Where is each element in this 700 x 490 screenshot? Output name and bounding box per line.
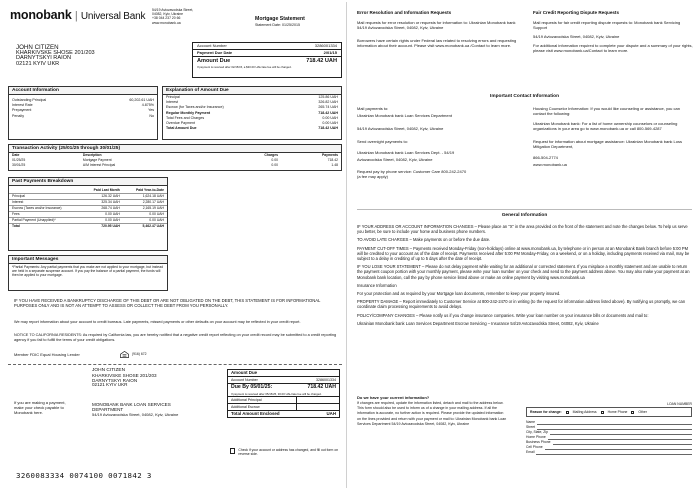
loan-number-label: LOAN NUMBER (667, 402, 692, 406)
bank-phone: +38 044 237 20 66 (152, 16, 181, 21)
current-info-text: If changes are required, update the information listed, detach and mail to the address below. This form should also be used to inform us of a change in your mailing address. If all the information is accurate, no further action is required. Please provide the updated information on the lines provided and return with your payment or mail to: Ukrainian Monobank bank Loan Services Department 54/19 Avtozavodska Street, 04082, Kyiv, Ukraine (357, 401, 507, 426)
additional-principal-row[interactable]: Additional Principal (228, 397, 339, 404)
transaction-activity-box (8, 144, 342, 171)
explanation-row: Escrow (for Taxes and/or Insurance) 265.74 UAH (166, 105, 338, 110)
column-header: Charges (264, 153, 278, 157)
coupon-tear-line (8, 364, 342, 365)
info-row: Outstanding Principal 60,202.61 UAH (12, 98, 154, 102)
borrower-rights-text: Borrowers have certain rights under Federal law related to resolving errors and requesting information about their account. Please visit www.monobank.ua /Contact to learn more. (357, 38, 517, 49)
section-heading: Past Payments Breakdown (9, 178, 167, 186)
remit-address: 54/19 Avtozavodska Street, 04082, Kyiv, Ukraine (92, 412, 179, 418)
past-payments-box (8, 177, 168, 251)
column-header: Paid Year-to-Date (135, 188, 164, 192)
explanation-rows (163, 95, 341, 131)
current-info-title: Do we have your current information? (357, 395, 430, 400)
table-row: 01/25/25 Mortgage Payment 0.00 718.42 (12, 158, 338, 162)
table-row: 30/01/25 A/M Interest Principal 0.00 1.48 (12, 163, 338, 167)
account-information-box (8, 86, 158, 140)
coupon-amount-box (227, 369, 340, 418)
address-change-checkbox[interactable] (230, 448, 235, 454)
table-row: Fees 0.00 UAH 0.00 UAH (9, 212, 167, 218)
statement-front-page (2, 2, 347, 488)
explanation-row: Interest 326.82 UAH (166, 100, 338, 105)
explanation-row: Principal 125.86 UAH (166, 95, 338, 99)
transaction-table (9, 153, 341, 168)
contact-info-heading: Important Contact Information (489, 94, 560, 99)
fair-credit-address: 54/19 Avtozavodska Street, 04082, Kyiv, Ukraine (533, 34, 620, 40)
form-field-row[interactable]: Name (526, 420, 692, 425)
explanation-row: Total Fees and Charges 0.00 UAH (166, 115, 338, 120)
fair-credit-section (533, 10, 693, 53)
bankruptcy-notice: IF YOU HAVE RECEIVED A BANKRUPTCY DISCHARGE OF THIS DEBT OR ARE NOT OBLIGATED ON THE DEBT, THIS STATEMENT IS FOR INFORMATIONAL PURPOSES ONLY AND IS NOT AN ATTEMPT TO ASSESS OR COLLECT THE DEBT FROM YOU PERSONALLY. (14, 298, 321, 309)
account-summary-box (192, 42, 342, 78)
statement-title: Mortgage Statement (255, 16, 305, 22)
micr-line: 3260083334 0074100 0071842 3 (16, 471, 152, 480)
california-notice: NOTICE TO CALIFORNIA RESIDENTS: As required by California law, you are hereby notified that a negative credit report reflecting on your credit record may be submitted to a credit reporting agency if you fail to fulfill the terms of your credit obligations. (14, 333, 337, 342)
explanation-amount-due-box (162, 86, 342, 140)
additional-escrow-row[interactable]: Additional Escrow (228, 404, 339, 411)
reason-row: Reason for change: Mailing Address Home Phone Other (530, 410, 647, 414)
bank-website: www.monobank.ua (152, 20, 181, 25)
section-heading: Fair Credit Reporting Dispute Requests (533, 10, 620, 15)
table-row: Partial Payment (Unapplied)* 0.00 UAH 0.00 UAH (9, 218, 167, 224)
coupon-account-row: Account Number 3286001334 (228, 377, 339, 384)
statement-back-page (351, 2, 698, 488)
fair-credit-text: Mail requests for fair credit reporting dispute requests to: Monobank bank Servicing Support (533, 20, 681, 31)
form-field-row[interactable]: Business Phone (526, 440, 692, 445)
customer-address-block (16, 45, 95, 67)
info-row: Prepayment Yes (12, 108, 154, 113)
form-field-row[interactable]: Cell Phone (526, 445, 692, 450)
logo-separator: | (74, 10, 78, 22)
fdic-code: (916) 672 (132, 352, 147, 357)
fair-credit-more-info: For additional information required to complete your dispute and a summary of your rights, please visit www.monobank.ua/Contact to learn more. (533, 43, 693, 54)
remit-name: MONOBANK BANK LOAN SERVICES (92, 402, 171, 407)
info-row: Interest Rate 4.875% (12, 103, 154, 108)
contact-left-column: Mail payments to: Ukrainian Monobank bank Loan Services Department 54/19 Avtozavodska Street, 04082, Kyiv, Ukraine Send overnight payments to: Ukrainian Monobank bank Loan Services Dept. - 54/19 Avtozavodska Street, 04082, Kyiv, Ukraine Request pay by phone service: Customer Care 800-242-2470 (a fee may apply) (357, 106, 467, 179)
account-number-row: Account Number 3286001334 (193, 43, 341, 50)
logo-main-text: monobank (10, 8, 72, 22)
payment-instruction: If you are making a payment, make your check payable to Monobank here. (14, 400, 66, 415)
member-fdic-text: Member FDIC Equal Housing Lender (14, 352, 80, 357)
table-row: Total 720.95 UAH 5,462.47 UAH (9, 224, 167, 230)
form-field-row[interactable]: Home Phone (526, 435, 692, 440)
remit-dept: DEPARTMENT (92, 407, 124, 413)
credit-bureau-notice: We may report information about your account to credit bureaus. Late payments, missed payments or other defaults on your account may be reflected in your credit report. (14, 320, 301, 324)
customer-address-line: 02121 KYIV UKR (16, 60, 60, 67)
column-header: Date (12, 153, 20, 157)
statement-date: Statement Date: 01/25/2015 (255, 23, 300, 27)
late-fee-note: If payment is received after 02/15/15, a $30.00 UAH late fee will be charged. (197, 65, 292, 69)
form-field-row[interactable]: Email (526, 450, 692, 455)
column-header: Payments (321, 153, 338, 157)
equal-housing-icon (120, 351, 129, 358)
section-heading: Error Resolution and Information Requests (357, 10, 452, 15)
general-info-heading: General Information (501, 213, 548, 218)
customer-address-line: DARNYTSKYI RAION (16, 55, 72, 62)
contact-right-column: Housing Counselor Information: If you would like counseling or assistance, you can contact the following: Ukrainian Monobank bank: For a list of home ownership counselors or counseling organizations in your area go to www.monobank.ua or call 800-569-4287 Request for information about mortgage assistance: Ukrainian Monobank bank Loss Mitigation Department, 866-504-2774 www.monobank.ua (533, 106, 682, 167)
column-header: Description (82, 153, 102, 157)
coupon-due-row: Due By 05/01/25: 718.42 UAH (231, 384, 336, 390)
past-payments-table (9, 188, 167, 229)
table-row: Principal 126.32 UAH 1,624.18 UAH (9, 194, 167, 200)
remit-address-block (92, 402, 222, 418)
column-header: Paid Last Month (93, 188, 120, 192)
explanation-row: Total Amount Due 718.42 UAH (166, 126, 338, 131)
section-heading: Transaction Activity (25/01/25 through 30/01/25) (9, 145, 341, 153)
payment-due-date-row: Payment Due Date 2/01/15 (193, 50, 341, 57)
error-resolution-section (357, 10, 517, 48)
coupon-customer-address: JOHN CITIZEN KHARKIVSKE SHOSE 201/203 DARNYTSKYI RAION 02121 KYIV UKR (92, 368, 157, 388)
explanation-row: Overdue Payment 0.00 UAH (166, 121, 338, 126)
customer-name: JOHN CITIZEN (16, 44, 59, 51)
coupon-box-title: Amount Due (228, 370, 339, 377)
section-heading: Explanation of Amount Due (163, 87, 341, 95)
customer-address-line: KHARKIVSKE SHOSE 201/203 (16, 49, 95, 56)
bank-address-line: 04082, Kyiv, Ukraine (152, 12, 184, 17)
partial-payments-message: *Partial Payments: Any partial payments that you make are not applied to your mortgage, but instead are held in a separate suspense account. If you pay the balance of a partial payment, the funds will then be applied to your mortgage. (12, 265, 163, 278)
monobank-logo (10, 8, 145, 22)
bank-address (152, 8, 242, 25)
logo-sub-text: Universal Bank (80, 11, 146, 22)
bank-address-line: 54/19 Avtozavodska Street, (152, 8, 194, 12)
divider (357, 209, 692, 210)
address-change-check (230, 448, 340, 456)
coupon-late-note: If payment is received after 05/15/25, 30.00 UAH late fee will be charged. (228, 392, 339, 397)
total-enclosed-row[interactable]: Total Amount Enclosed UAH (231, 410, 336, 416)
error-resolution-text: Mail requests for error resolution or requests for information to: Ukrainian Monobank bank 54/19 Avtozavodska Street, 04082, Kyiv, Ukraine (357, 20, 516, 31)
address-change-form (526, 402, 692, 455)
important-messages-box (8, 255, 168, 291)
current-information-section (357, 395, 507, 427)
table-row: Interest 325.34 UAH 2,280.17 UAH (9, 200, 167, 206)
equal-housing-mark (120, 351, 147, 358)
address-change-note: Check if your account or address has changed, and fill out form on reverse side. (238, 448, 339, 457)
section-heading: Important Messages (9, 256, 167, 264)
general-info-text: IF YOUR ADDRESS OR ACCOUNT INFORMATION CHANGES – Please place an "X" in the area provided on the front of the statement and note the changes below. To help us serve you better, be sure to include your home and business phone numbers. TO AVOID LATE CHARGES – Make payments on or before the due date. PAYMENT CUT-OFF TIMES – Payments received Monday-Friday (non-holidays) online at www.monobank.ua, by telephone or in person at an Monobank Bank branch before 5:00 PM will be credited to your account as of the date of receipt. Payments received after 5:00 PM Monday-Friday, on a weekend, or on a holiday, including payments received via mail, may be subject to a delay in crediting of up to 5 days after the date of receipt. IF YOU LOSE YOUR STATEMENT – Please do not delay payment while waiting for an additional or corrected statement. If you misplace a monthly statement and are unable to return the payment coupon portion with your monthly payment, please write your loan number on your check and send to the payment address above. You may also make your payment at an Monobank bank location, call the pay by phone service listed above or make an online payment by visiting www.monobank.ua Insurance Information For your protection and as required by your Mortgage loan documents, remember to keep your property insured. PROPERTY DAMAGE – Report immediately to Customer Service at 800-242-2470 or in writing (to the request for information address listed above). By notifying us promptly, we can coordinate claim processing requirements to avoid delays. POLICY/COMPANY CHANGES – Please notify us if you change insurance companies. Write your loan number on your insurance bills or documents and mail to: Ukrainian Monobank bank Loan Services Department Escrow Servicing – Insurance 54/19 Avtozavodska Street, 04082, Kyiv, Ukraine (357, 224, 690, 326)
amount-due-row: Amount Due 718.42 UAH (197, 58, 337, 64)
form-field-row[interactable]: City, State, Zip (526, 430, 692, 435)
info-row: Penalty No (12, 113, 154, 118)
section-heading: Account Information (9, 87, 157, 95)
table-row: Escrow (Taxes and/or Insurance) 268.74 UAH 2,165.19 UAH (9, 206, 167, 212)
form-field-row[interactable]: Street (526, 425, 692, 430)
explanation-row: Regular Monthly Payment 718.42 UAH (166, 110, 338, 115)
